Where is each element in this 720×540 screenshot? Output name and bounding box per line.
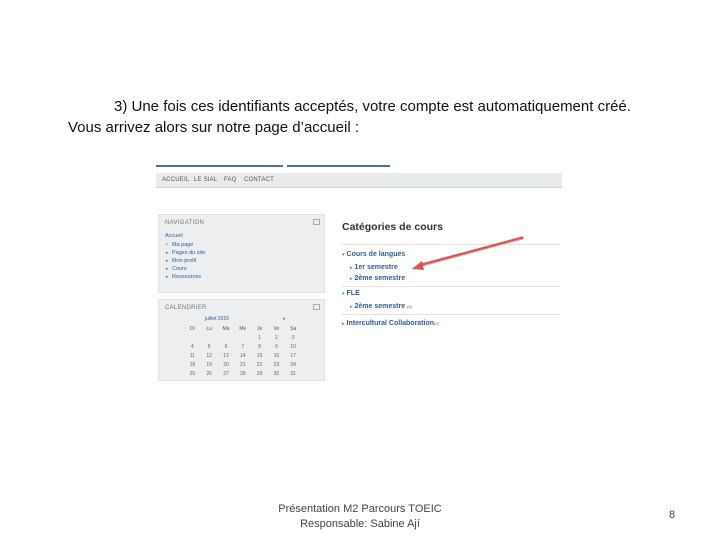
expand-arrow-icon: ▸ [166, 250, 169, 256]
calendar-day[interactable]: 5 [207, 344, 211, 350]
calendar-day[interactable]: 13 [223, 353, 229, 359]
expanded-arrow-icon: ▾ [342, 291, 345, 297]
calendar-weekday: Di [190, 326, 195, 332]
calendar-weekday: Sa [290, 326, 297, 332]
calendar-day[interactable]: 18 [189, 362, 196, 368]
calendar-day[interactable]: 15 [256, 353, 263, 359]
calendar-weekday: Ve [273, 326, 280, 332]
footer-line-2: Responsable: Sabine Ají [300, 518, 420, 530]
calendar-day[interactable]: 28 [240, 371, 246, 377]
calendar-title: CALENDRIER [165, 305, 207, 311]
collapsed-arrow-icon: ▸ [350, 304, 353, 310]
calendar-day[interactable]: 19 [206, 362, 212, 368]
calendar-day[interactable]: 7 [241, 344, 245, 350]
calendar-day[interactable]: 2 [274, 335, 278, 341]
arrow-shaft [418, 238, 522, 266]
instruction-line-2: Vous arrivez alors sur notre page d’accueil : [68, 119, 359, 136]
calendar-day[interactable]: 30 [273, 371, 280, 377]
expand-arrow-icon: ▸ [166, 258, 169, 264]
page-number: 8 [669, 509, 676, 521]
expand-arrow-icon: ▸ [166, 266, 169, 272]
category-label: 2ème semestre [354, 303, 406, 310]
nav-item-accueil[interactable]: Accueil [165, 233, 183, 239]
nav-item-label: Cours [172, 266, 187, 272]
calendar-day[interactable]: 10 [290, 344, 296, 350]
calendar-day[interactable]: 24 [290, 362, 296, 368]
calendar-day[interactable]: 22 [256, 362, 263, 368]
calendar-day[interactable]: 26 [206, 371, 212, 377]
category-label: 1er semestre [354, 264, 398, 271]
bullet-icon: • [166, 242, 168, 248]
category-label: FLE [346, 290, 360, 297]
calendar-day[interactable]: 9 [274, 344, 278, 350]
instruction-text [68, 96, 668, 138]
calendar-day[interactable]: 29 [256, 371, 263, 377]
footer-line-1: Présentation M2 Parcours TOEIC [278, 503, 442, 515]
category-label: Cours de langues [346, 251, 406, 258]
calendar-day[interactable]: 14 [240, 353, 246, 359]
expanded-arrow-icon: ▾ [342, 252, 345, 258]
calendar-day[interactable]: 12 [206, 353, 212, 359]
collapsed-arrow-icon: ▸ [350, 265, 353, 271]
category-count: (2) [434, 321, 439, 326]
topnav-faq[interactable]: FAQ [224, 177, 237, 183]
arrow-head [412, 261, 424, 270]
calendar-day[interactable]: 20 [223, 362, 229, 368]
calendar-day[interactable]: 17 [290, 353, 296, 359]
collapsed-arrow-icon: ▸ [342, 321, 345, 327]
categories-title: Catégories de cours [342, 221, 443, 233]
calendar-day[interactable]: 1 [258, 335, 261, 341]
topnav-le-sial[interactable]: LE SIAL [194, 177, 218, 183]
nav-item-label: Ressources [172, 274, 202, 280]
calendar-month[interactable]: juillet 2016 [205, 316, 229, 322]
red-arrow-icon [156, 165, 564, 385]
instruction-line-1: 3) Une fois ces identifiants acceptés, votre compte est automatiquement créé. [114, 98, 631, 115]
calendar-day[interactable]: 21 [240, 362, 246, 368]
calendar-weekday: Lu [206, 326, 212, 332]
calendar-day[interactable]: 31 [290, 371, 296, 377]
calendar-day[interactable]: 16 [273, 353, 280, 359]
nav-item-label: Ma page [172, 242, 194, 248]
navigation-title: NAVIGATION [165, 220, 205, 226]
calendar-weekday: Je [256, 326, 263, 332]
calendar-day[interactable]: 27 [223, 371, 229, 377]
calendar-day[interactable]: 23 [273, 362, 280, 368]
slide-footer [0, 502, 720, 532]
calendar-day[interactable]: 3 [291, 335, 295, 341]
category-label: Intercultural Collaboration [346, 320, 435, 327]
calendar-weekday: Ma [222, 326, 230, 332]
topnav-accueil[interactable]: ACCUEIL [162, 177, 190, 183]
calendar-day[interactable]: 25 [189, 371, 196, 377]
calendar-day[interactable]: 6 [224, 344, 228, 350]
topnav-contact[interactable]: CONTACT [244, 177, 274, 183]
nav-item-label: Pages du site [172, 250, 206, 256]
calendar-day[interactable]: 11 [189, 353, 195, 359]
calendar-next-icon[interactable]: ▸ [283, 316, 286, 322]
calendar-day[interactable]: 8 [258, 344, 261, 350]
collapsed-arrow-icon: ▸ [350, 276, 353, 282]
arrow-highlight [418, 239, 522, 267]
calendar-weekday: Me [239, 326, 247, 332]
nav-item-label: Mon profil [172, 258, 197, 264]
calendar-day[interactable]: 4 [191, 344, 194, 350]
homepage-screenshot [156, 165, 564, 385]
category-label: 2ème semestre [354, 275, 406, 282]
expand-arrow-icon: ▸ [166, 274, 169, 280]
category-count: (4) [407, 304, 412, 309]
